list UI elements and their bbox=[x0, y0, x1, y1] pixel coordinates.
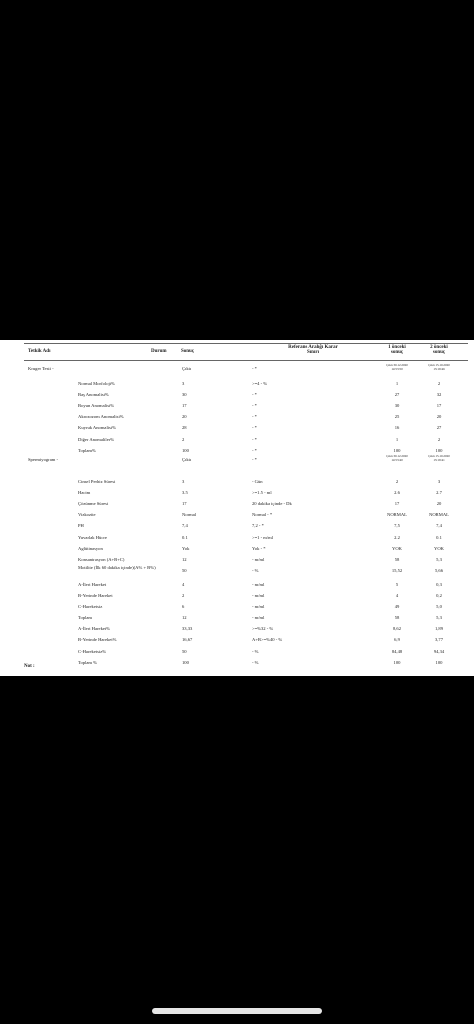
col-result: Sonuç bbox=[181, 349, 195, 354]
test-reference: - * bbox=[252, 392, 257, 398]
test-prev1: 1 bbox=[395, 436, 399, 442]
test-prev2: 5,0 bbox=[436, 604, 442, 610]
test-name: B-Yerinde Hareket bbox=[78, 593, 113, 598]
test-prev2: 5,3 bbox=[436, 615, 442, 621]
table-row bbox=[0, 602, 474, 611]
test-name: Toplam bbox=[78, 615, 92, 621]
test-prev2: 5,3 bbox=[436, 556, 442, 562]
test-prev1: 16 bbox=[394, 425, 400, 431]
test-prev1: 84,48 bbox=[391, 648, 403, 654]
test-reference: - * bbox=[252, 425, 257, 431]
test-name: C-Hareketsiz bbox=[78, 604, 103, 610]
table-row bbox=[0, 647, 474, 656]
test-reference: Yok - * bbox=[252, 545, 266, 551]
test-result: 6 bbox=[182, 604, 185, 610]
section-prev1: Çıktı 30.12.2020 14:53:40 bbox=[386, 454, 408, 462]
test-result: 33,33 bbox=[182, 626, 193, 632]
test-reference: - % bbox=[252, 648, 259, 654]
test-result: 17 bbox=[182, 501, 187, 507]
test-result: 17 bbox=[182, 403, 187, 409]
table-row bbox=[0, 521, 474, 530]
test-result: Normal bbox=[182, 512, 197, 518]
test-reference: - * bbox=[252, 414, 257, 420]
test-reference: - * bbox=[252, 447, 257, 453]
test-result: 4 bbox=[182, 581, 185, 587]
test-prev2: 0,3 bbox=[436, 581, 442, 587]
test-result: 30 bbox=[182, 392, 187, 398]
test-reference: >=1.5 - ml bbox=[252, 490, 272, 496]
col-test-name: Tetkik Adı bbox=[28, 349, 51, 354]
table-row bbox=[0, 412, 474, 421]
col-status: Durum bbox=[151, 349, 167, 354]
test-prev1: 17 bbox=[394, 501, 400, 507]
test-prev1: 58 bbox=[394, 556, 400, 562]
test-reference: - m/ml bbox=[252, 556, 265, 562]
test-reference: >=1 - m/ml bbox=[252, 534, 274, 540]
test-result: 2 bbox=[182, 593, 185, 598]
test-reference: >=4 - % bbox=[252, 381, 268, 386]
table-row bbox=[0, 499, 474, 508]
header-bottom-line bbox=[24, 360, 468, 361]
test-name: Toplam % bbox=[78, 659, 97, 665]
test-name: PH bbox=[78, 523, 84, 529]
test-prev2: 7,4 bbox=[436, 523, 442, 529]
test-name: Normal Morfoloji% bbox=[78, 381, 115, 386]
test-prev2: 2 bbox=[437, 436, 441, 442]
test-result: 50 bbox=[182, 648, 187, 654]
table-row bbox=[0, 401, 474, 410]
test-result: 100 bbox=[182, 659, 189, 665]
section-ref: - * bbox=[252, 457, 257, 462]
test-name: Hacim bbox=[78, 490, 91, 496]
test-prev1: YOK bbox=[392, 545, 402, 551]
table-row bbox=[0, 624, 474, 633]
test-name: Baş Anomalisi% bbox=[78, 392, 109, 398]
test-result: 0.1 bbox=[182, 534, 188, 540]
test-prev2: 1,89 bbox=[434, 626, 444, 632]
test-reference: >=%32 - % bbox=[252, 626, 274, 632]
table-row bbox=[0, 566, 474, 575]
table-row bbox=[0, 435, 474, 444]
test-reference: - % bbox=[252, 567, 259, 573]
test-result: 100 bbox=[182, 447, 189, 453]
test-result: 7,4 bbox=[182, 523, 188, 529]
test-prev2: 32 bbox=[436, 392, 442, 398]
test-result: 3 bbox=[182, 381, 185, 386]
table-row bbox=[0, 390, 474, 399]
test-prev2: 94,34 bbox=[433, 648, 445, 654]
test-prev1: 58 bbox=[394, 615, 400, 621]
test-name: Diğer Anomaliler% bbox=[78, 436, 115, 442]
test-prev2: 3 bbox=[437, 479, 441, 484]
table-row bbox=[0, 488, 474, 497]
test-prev2: 100 bbox=[435, 659, 443, 665]
section-status: Çıktı bbox=[182, 366, 192, 371]
test-name: Akrozozom Anomalisi% bbox=[78, 414, 124, 420]
test-prev1: 6,9 bbox=[394, 637, 400, 643]
test-prev2: 100 bbox=[435, 447, 443, 453]
note-label: Not : bbox=[24, 664, 35, 669]
table-row bbox=[0, 477, 474, 486]
test-name: Kuyruk Anomalisi% bbox=[78, 425, 116, 431]
test-result: 20 bbox=[182, 414, 187, 420]
section-prev2: Çıktı 15.10.2020 13:19:41 bbox=[428, 454, 450, 462]
test-reference: Normal - * bbox=[252, 512, 273, 518]
test-reference: - % bbox=[252, 659, 259, 665]
sperm-section-row bbox=[0, 455, 474, 464]
test-reference: - m/ml bbox=[252, 615, 265, 621]
test-prev1: 7,5 bbox=[394, 523, 400, 529]
test-result: 2 bbox=[182, 436, 185, 442]
test-result: 12 bbox=[182, 615, 187, 621]
table-row bbox=[0, 544, 474, 553]
test-result: Yok bbox=[182, 545, 190, 551]
home-indicator[interactable] bbox=[152, 1008, 322, 1014]
section-prev2: Çıktı 15.10.2020 13:19:46 bbox=[428, 363, 450, 371]
table-row bbox=[0, 510, 474, 519]
test-prev1: 5 bbox=[395, 581, 399, 587]
col-prev1: 1 önceki sonuç bbox=[388, 345, 406, 355]
col-reference: Referans Aralığı Karar Sınırı bbox=[288, 345, 338, 355]
test-name: A-İleri Hareket bbox=[78, 581, 107, 587]
section-title: Spermiyogram - bbox=[28, 457, 58, 462]
test-result: 28 bbox=[182, 425, 187, 431]
test-name: Yuvarlak Hücre bbox=[78, 534, 107, 540]
section-ref: - * bbox=[252, 366, 257, 371]
test-prev2: 2 bbox=[437, 381, 441, 386]
test-prev1: 30 bbox=[394, 403, 400, 409]
test-prev1: 27 bbox=[394, 392, 400, 398]
table-row bbox=[0, 580, 474, 589]
table-row bbox=[0, 591, 474, 600]
table-row bbox=[0, 658, 474, 667]
test-prev1: 49 bbox=[394, 604, 400, 610]
test-result: 3 bbox=[182, 479, 185, 484]
section-title: Kruger Testi - bbox=[28, 366, 54, 371]
test-prev2: NORMAL bbox=[429, 512, 449, 518]
test-prev2: 5,66 bbox=[434, 567, 444, 573]
table-row bbox=[0, 533, 474, 542]
test-name: Toplam% bbox=[78, 447, 96, 453]
test-prev2: 2.7 bbox=[436, 490, 442, 496]
test-prev1: 8,62 bbox=[392, 626, 402, 632]
test-name: Boyun Anomalisi% bbox=[78, 403, 115, 409]
test-prev2: 3,77 bbox=[434, 637, 444, 643]
test-prev1: 100 bbox=[393, 447, 401, 453]
test-reference: 20 dakika içinde - Dk bbox=[252, 501, 292, 507]
test-prev2: 20 bbox=[436, 414, 442, 420]
test-reference: - * bbox=[252, 436, 257, 442]
test-prev2: YOK bbox=[434, 545, 444, 551]
test-result: 12 bbox=[182, 556, 187, 562]
header-top-line bbox=[24, 343, 468, 344]
test-reference: - m/ml bbox=[252, 593, 265, 598]
test-prev1: 25 bbox=[394, 414, 400, 420]
test-prev1: 15,52 bbox=[391, 567, 403, 573]
test-name: C-Hareketsiz% bbox=[78, 648, 107, 654]
test-reference: - * bbox=[252, 403, 257, 409]
test-name: Konsantrasyon (A+B+C) bbox=[78, 556, 125, 562]
test-prev1: 2 bbox=[395, 479, 399, 484]
test-prev1: 100 bbox=[393, 659, 401, 665]
test-result: 50 bbox=[182, 567, 187, 573]
test-name: B-Yerinde Hareket% bbox=[78, 637, 117, 643]
test-name: Çözünme Süresi bbox=[78, 501, 109, 507]
test-prev1: NORMAL bbox=[387, 512, 407, 518]
test-reference: - m/ml bbox=[252, 581, 265, 587]
test-prev2: 27 bbox=[436, 425, 442, 431]
table-row bbox=[0, 423, 474, 432]
test-reference: 7,2 - * bbox=[252, 523, 264, 529]
table-row bbox=[0, 379, 474, 388]
kruger-section-row bbox=[0, 364, 474, 373]
test-name: Motilite (İlk 60 dakika içinde)(A% + B%) bbox=[78, 564, 156, 570]
test-prev2: 17 bbox=[436, 403, 442, 409]
test-name: A-İleri Hareket% bbox=[78, 626, 111, 632]
table-row bbox=[0, 555, 474, 564]
table-row bbox=[0, 613, 474, 622]
test-name: Aglütinasyon bbox=[78, 545, 103, 551]
test-reference: A+B>=%40 - % bbox=[252, 637, 283, 643]
test-prev2: 0.1 bbox=[436, 534, 442, 540]
lab-report bbox=[0, 340, 474, 676]
section-prev1: Çıktı 30.12.2020 14:53:50 bbox=[386, 363, 408, 371]
test-prev1: 2.2 bbox=[394, 534, 400, 540]
test-prev1: 4 bbox=[395, 593, 399, 598]
test-name: Vizkozite bbox=[78, 512, 96, 518]
test-prev2: 0,2 bbox=[436, 593, 442, 598]
test-prev1: 1 bbox=[395, 381, 399, 386]
test-prev1: 2.6 bbox=[394, 490, 400, 496]
table-row bbox=[0, 635, 474, 644]
test-reference: - m/ml bbox=[252, 604, 265, 610]
test-reference: - Gün bbox=[252, 479, 263, 484]
test-name: Cinsel Perhiz Süresi bbox=[78, 479, 116, 484]
col-prev2: 2 önceki sonuç bbox=[430, 345, 448, 355]
test-result: 16,67 bbox=[182, 637, 193, 643]
section-status: Çıktı bbox=[182, 457, 192, 462]
test-prev2: 20 bbox=[436, 501, 442, 507]
test-result: 3.5 bbox=[182, 490, 188, 496]
